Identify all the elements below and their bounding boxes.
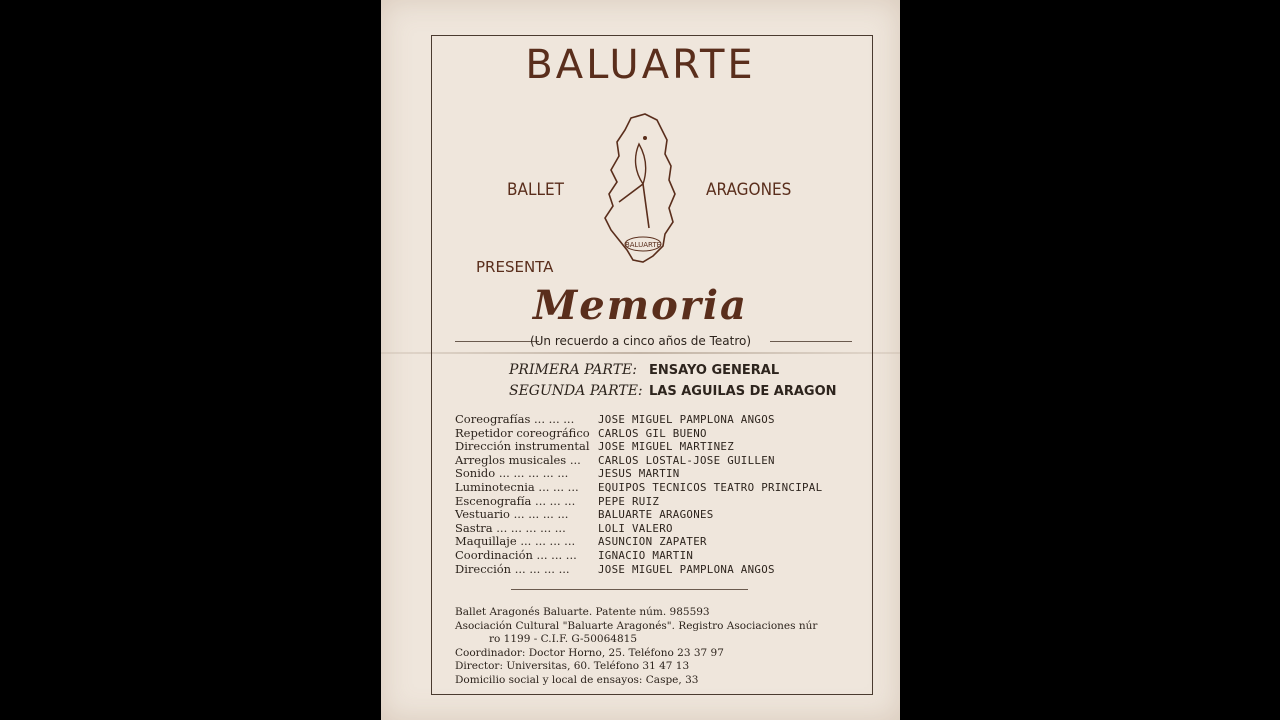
credit-role: Maquillaje ... ... ... ... (455, 534, 576, 549)
footer-line: Coordinador: Doctor Horno, 25. Teléfono 23 37 97 (455, 646, 724, 659)
credit-role: Vestuario ... ... ... ... (455, 507, 569, 522)
credit-row (455, 481, 822, 495)
credit-row (455, 549, 822, 563)
header-left-word: BALLET (507, 180, 565, 200)
presenta-label: PRESENTA (476, 258, 554, 276)
credit-row (455, 427, 822, 441)
credit-role: Sonido ... ... ... ... ... (455, 466, 569, 481)
part-label: SEGUNDA PARTE: (509, 383, 643, 399)
credit-name: PEPE RUIZ (598, 494, 660, 508)
credit-row (455, 454, 822, 468)
credit-row (455, 535, 822, 549)
credit-name: LOLI VALERO (598, 521, 673, 535)
show-title: Memoria (533, 282, 748, 329)
credit-role: Luminotecnia ... ... ... (455, 479, 579, 494)
part-row-second (509, 383, 837, 399)
credit-row (455, 522, 822, 536)
credits-list (455, 413, 822, 576)
footer-line: Ballet Aragonés Baluarte. Patente núm. 985593 (455, 606, 710, 618)
program-sheet (381, 0, 900, 720)
show-subtitle: (Un recuerdo a cinco años de Teatro) (529, 334, 752, 348)
credit-role: Repetidor coreográfico (455, 425, 590, 440)
credit-row (455, 495, 822, 509)
credit-role: Dirección ... ... ... ... (455, 561, 570, 576)
credit-row (455, 467, 822, 481)
credit-name: IGNACIO MARTIN (598, 548, 694, 562)
credit-name: JOSE MIGUEL PAMPLONA ANGOS (598, 562, 775, 576)
credit-row (455, 440, 822, 454)
credit-name: CARLOS GIL BUENO (598, 426, 707, 440)
credit-name: CARLOS LOSTAL-JOSE GUILLEN (598, 453, 775, 467)
credit-name: JOSE MIGUEL PAMPLONA ANGOS (598, 413, 775, 426)
credit-role: Coreografías ... ... ... (455, 412, 575, 426)
footer-line: Asociación Cultural "Baluarte Aragonés". Registro Asociaciones núr (455, 619, 818, 632)
section-divider (511, 589, 748, 590)
credit-name: ASUNCION ZAPATER (598, 535, 707, 549)
credit-row (455, 508, 822, 522)
company-title: BALUARTE (525, 42, 756, 88)
credit-role: Arreglos musicales ... (455, 452, 581, 467)
credit-name: JESUS MARTIN (598, 467, 680, 481)
credit-name: BALUARTE ARAGONES (598, 508, 714, 522)
footer-line: Domicilio social y local de ensayos: Caspe, 33 (455, 673, 699, 686)
credit-row (455, 563, 822, 577)
credit-role: Sastra ... ... ... ... ... (455, 520, 566, 535)
header-right-word: ARAGONES (706, 180, 792, 200)
credit-name: JOSE MIGUEL MARTINEZ (598, 440, 735, 454)
credit-role: Coordinación ... ... ... (455, 547, 577, 562)
part-label: PRIMERA PARTE: (509, 362, 637, 378)
footer-info (455, 606, 817, 687)
aragon-map-logo (593, 110, 693, 270)
credit-role: Dirección instrumental (455, 439, 590, 454)
part-value: LAS AGUILAS DE ARAGON (649, 384, 837, 399)
part-row-first (509, 362, 779, 378)
credit-role: Escenografía ... ... ... (455, 493, 576, 508)
logo-text: BALUARTE (624, 241, 662, 249)
footer-line: ro 1199 - C.I.F. G-50064815 (489, 633, 638, 645)
footer-line: Director: Universitas, 60. Teléfono 31 47 13 (455, 660, 690, 672)
credit-row (455, 413, 822, 427)
part-value: ENSAYO GENERAL (649, 363, 780, 378)
credit-name: EQUIPOS TECNICOS TEATRO PRINCIPAL (598, 480, 823, 494)
